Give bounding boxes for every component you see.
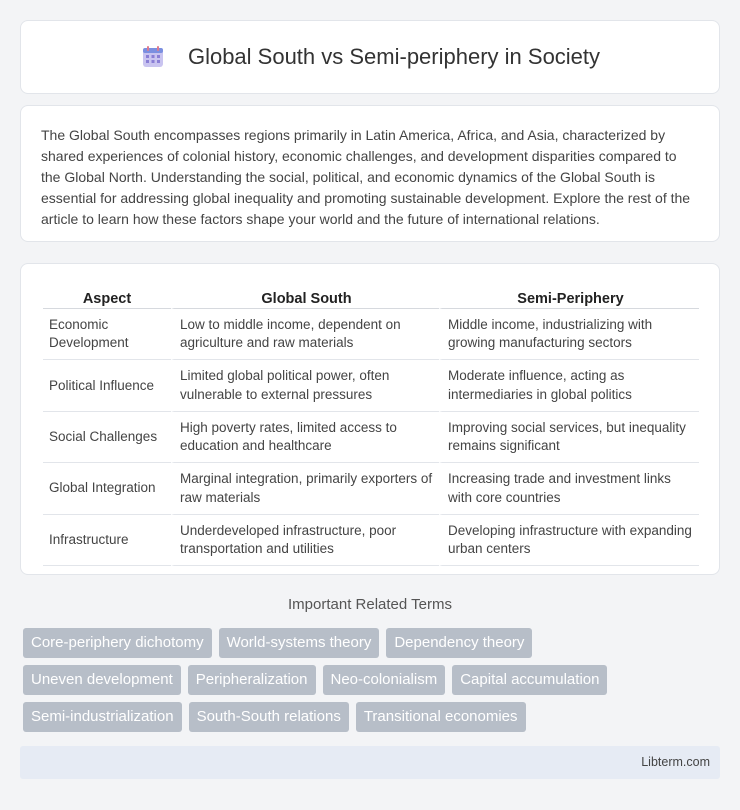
related-term-tag[interactable]: Core-periphery dichotomy [23,628,212,658]
related-term-tag[interactable]: Semi-industrialization [23,702,182,732]
intro-card [20,105,720,242]
table-cell: Moderate influence, acting as intermediaries in global politics [439,360,699,411]
intro-paragraph: The Global South encompasses regions primarily in Latin America, Africa, and Asia, characterized by shared experiences of colonial history, economic challenges, and development disparities compared to the Global North. Understanding the social, political, and economic dynamics of the Global South is essential for addressing global inequality and promoting sustainable development. Explore the rest of the article to learn how these factors shape your world and the future of international relations. [41,127,691,227]
table-cell: High poverty rates, limited access to education and healthcare [171,412,439,463]
table-row [43,412,699,463]
table-row [43,309,699,360]
related-term-tag[interactable]: World-systems theory [219,628,380,658]
page-title: Global South vs Semi-periphery in Society [187,44,601,69]
calendar-grid-icon [140,44,166,70]
related-term-tag[interactable]: Uneven development [23,665,181,695]
table-cell: Developing infrastructure with expanding urban centers [439,515,699,566]
table-cell: Limited global political power, often vulnerable to external pressures [171,360,439,411]
table-cell: Low to middle income, dependent on agriculture and raw materials [171,309,439,360]
table-cell: Economic Development [43,309,171,360]
related-terms-list [23,628,723,739]
table-cell: Political Influence [43,360,171,411]
column-header: Global South [171,283,439,309]
related-term-tag[interactable]: Neo-colonialism [323,665,446,695]
related-term-tag[interactable]: South-South relations [189,702,349,732]
table-cell: Increasing trade and investment links with core countries [439,463,699,514]
table-cell: Improving social services, but inequality remains significant [439,412,699,463]
table-row [43,515,699,566]
table-header-row [43,283,699,309]
table-cell: Global Integration [43,463,171,514]
table-cell: Underdeveloped infrastructure, poor transportation and utilities [171,515,439,566]
related-terms-heading: Important Related Terms [288,596,452,613]
comparison-table [43,283,699,566]
table-cell: Infrastructure [43,515,171,566]
column-header: Aspect [43,283,171,309]
related-term-tag[interactable]: Transitional economies [356,702,526,732]
title-card [20,20,720,94]
table-cell: Middle income, industrializing with growing manufacturing sectors [439,309,699,360]
table-row [43,360,699,411]
table-cell: Social Challenges [43,412,171,463]
footer [20,746,720,779]
table-cell: Marginal integration, primarily exporters of raw materials [171,463,439,514]
related-term-tag[interactable]: Capital accumulation [452,665,607,695]
column-header: Semi-Periphery [439,283,699,309]
footer-site-link[interactable]: Libterm.com [641,755,710,769]
comparison-table-card [20,263,720,575]
related-term-tag[interactable]: Dependency theory [386,628,532,658]
table-row [43,463,699,514]
related-term-tag[interactable]: Peripheralization [188,665,316,695]
